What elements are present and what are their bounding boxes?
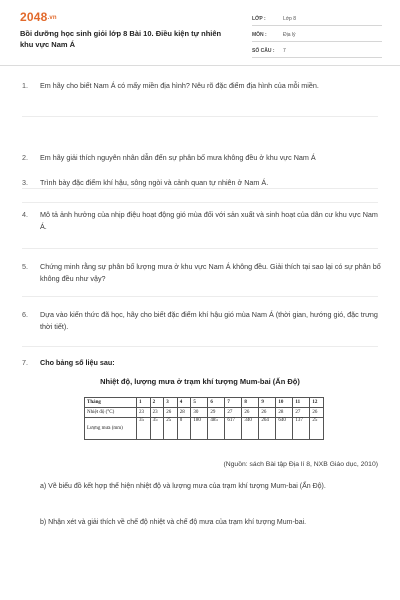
question-number: 6. bbox=[22, 310, 28, 319]
question-5 bbox=[22, 261, 382, 285]
table-source: (Nguồn: sách Bài tập Địa lí 8, NXB Giáo dục, 2010) bbox=[223, 461, 378, 468]
table-cell: 35 bbox=[150, 418, 164, 440]
table-row bbox=[85, 408, 324, 418]
question-number: 7. bbox=[22, 358, 28, 367]
table-cell: Lượng mưa (mm) bbox=[85, 418, 137, 440]
table-header-row bbox=[85, 398, 324, 408]
meta-key: MÔN : bbox=[252, 31, 267, 38]
table-header-cell: 9 bbox=[259, 398, 276, 408]
question-divider bbox=[22, 248, 378, 249]
subquestion-a: a) Vẽ biểu đồ kết hợp thể hiện nhiệt độ và lượng mưa của trạm khí tượng Mum-bai (Ấn Độ). bbox=[40, 483, 326, 490]
logo-text: 2048 bbox=[20, 10, 48, 24]
table-cell: 23 bbox=[137, 408, 151, 418]
question-number: 4. bbox=[22, 210, 28, 219]
question-text: Cho bảng số liệu sau: bbox=[40, 358, 115, 367]
meta-value: 7 bbox=[283, 47, 286, 54]
table-cell: 35 bbox=[137, 418, 151, 440]
table-cell: 617 bbox=[225, 418, 242, 440]
question-6 bbox=[22, 309, 382, 333]
table-cell: 29 bbox=[208, 408, 225, 418]
table-header-cell: 8 bbox=[242, 398, 259, 408]
table-cell: 0 bbox=[177, 418, 191, 440]
table-cell: 340 bbox=[242, 418, 259, 440]
table-header-cell: 5 bbox=[191, 398, 208, 408]
site-logo[interactable] bbox=[20, 10, 57, 24]
subquestion-b: b) Nhận xét và giải thích về chế độ nhiệt và chế độ mưa của trạm khí tượng Mum-bai. bbox=[40, 519, 307, 526]
question-number: 5. bbox=[22, 262, 28, 271]
table-cell: 137 bbox=[293, 418, 310, 440]
data-table bbox=[84, 397, 324, 440]
table-header-cell: 3 bbox=[164, 398, 178, 408]
table-cell: 485 bbox=[208, 418, 225, 440]
question-4 bbox=[22, 209, 382, 233]
table-header-cell: 2 bbox=[150, 398, 164, 408]
table-cell: 30 bbox=[191, 408, 208, 418]
question-divider bbox=[22, 116, 378, 117]
table-header-cell: Tháng bbox=[85, 398, 137, 408]
logo-extension: .vn bbox=[47, 14, 57, 21]
meta-value: Địa lý bbox=[283, 31, 296, 38]
document-header bbox=[0, 0, 400, 66]
question-text: Em hãy cho biết Nam Á có mấy miền địa hình? Nêu rõ đặc điểm địa hình của mỗi miền. bbox=[40, 81, 319, 90]
document-title: Bồi dưỡng học sinh giỏi lớp 8 Bài 10. Điều kiện tự nhiên khu vực Nam Á bbox=[20, 29, 222, 49]
question-text: Em hãy giải thích nguyên nhân dẫn đến sự phân bố mưa không đều ở khu vực Nam Á bbox=[40, 153, 316, 162]
question-number: 1. bbox=[22, 81, 28, 90]
table-cell: 180 bbox=[191, 418, 208, 440]
table-cell: 28 bbox=[177, 408, 191, 418]
question-text: Chứng minh rằng sự phân bố lượng mưa ở khu vực Nam Á không đều. Giải thích tại sao lại có sự phân bố không đều như vậy? bbox=[40, 262, 381, 283]
table-header-cell: 11 bbox=[293, 398, 310, 408]
table-title: Nhiệt độ, lượng mưa ở trạm khí tượng Mum-bai (Ấn Độ) bbox=[100, 377, 300, 386]
meta-row-class bbox=[252, 12, 382, 26]
table-cell: 640 bbox=[276, 418, 293, 440]
meta-key: SỐ CÂU : bbox=[252, 47, 275, 54]
question-divider bbox=[22, 346, 378, 347]
table-cell: 26 bbox=[259, 408, 276, 418]
question-7 bbox=[22, 357, 382, 369]
meta-value: Lớp 8 bbox=[283, 15, 297, 22]
question-text: Dựa vào kiến thức đã học, hãy cho biết đặc điểm khí hậu gió mùa Nam Á (thời gian, hướng gió, đặc trưng thời tiết). bbox=[40, 310, 378, 331]
table-cell: 264 bbox=[259, 418, 276, 440]
meta-row-subject bbox=[252, 28, 382, 42]
table-header-cell: 1 bbox=[137, 398, 151, 408]
table-header-cell: 10 bbox=[276, 398, 293, 408]
table-header-cell: 4 bbox=[177, 398, 191, 408]
table-cell: 26 bbox=[242, 408, 259, 418]
table-cell: 23 bbox=[150, 408, 164, 418]
question-number: 3. bbox=[22, 178, 28, 187]
table-cell: 25 bbox=[164, 418, 178, 440]
table-cell: 25 bbox=[310, 418, 324, 440]
question-1 bbox=[22, 80, 382, 92]
meta-panel bbox=[252, 12, 382, 60]
question-2 bbox=[22, 152, 382, 164]
table-header-cell: 12 bbox=[310, 398, 324, 408]
table-cell: 28 bbox=[276, 408, 293, 418]
meta-key: LỚP : bbox=[252, 15, 266, 22]
meta-row-question-count bbox=[252, 44, 382, 58]
question-3 bbox=[22, 177, 382, 189]
table-cell: 26 bbox=[164, 408, 178, 418]
question-text: Mô tả ảnh hưởng của nhịp điệu hoạt động gió mùa đối với sản xuất và sinh hoạt của dân cư khu vực Nam Á. bbox=[40, 210, 378, 231]
question-text: Trình bày đặc điểm khí hậu, sông ngòi và cảnh quan tự nhiên ở Nam Á. bbox=[40, 178, 269, 187]
question-number: 2. bbox=[22, 153, 28, 162]
table-row bbox=[85, 418, 324, 440]
table-cell: 26 bbox=[310, 408, 324, 418]
table-cell: 27 bbox=[293, 408, 310, 418]
table-header-cell: 6 bbox=[208, 398, 225, 408]
table-cell: 27 bbox=[225, 408, 242, 418]
question-divider bbox=[22, 296, 378, 297]
table-cell: Nhiệt độ (°C) bbox=[85, 408, 137, 418]
question-divider bbox=[22, 202, 378, 203]
table-header-cell: 7 bbox=[225, 398, 242, 408]
